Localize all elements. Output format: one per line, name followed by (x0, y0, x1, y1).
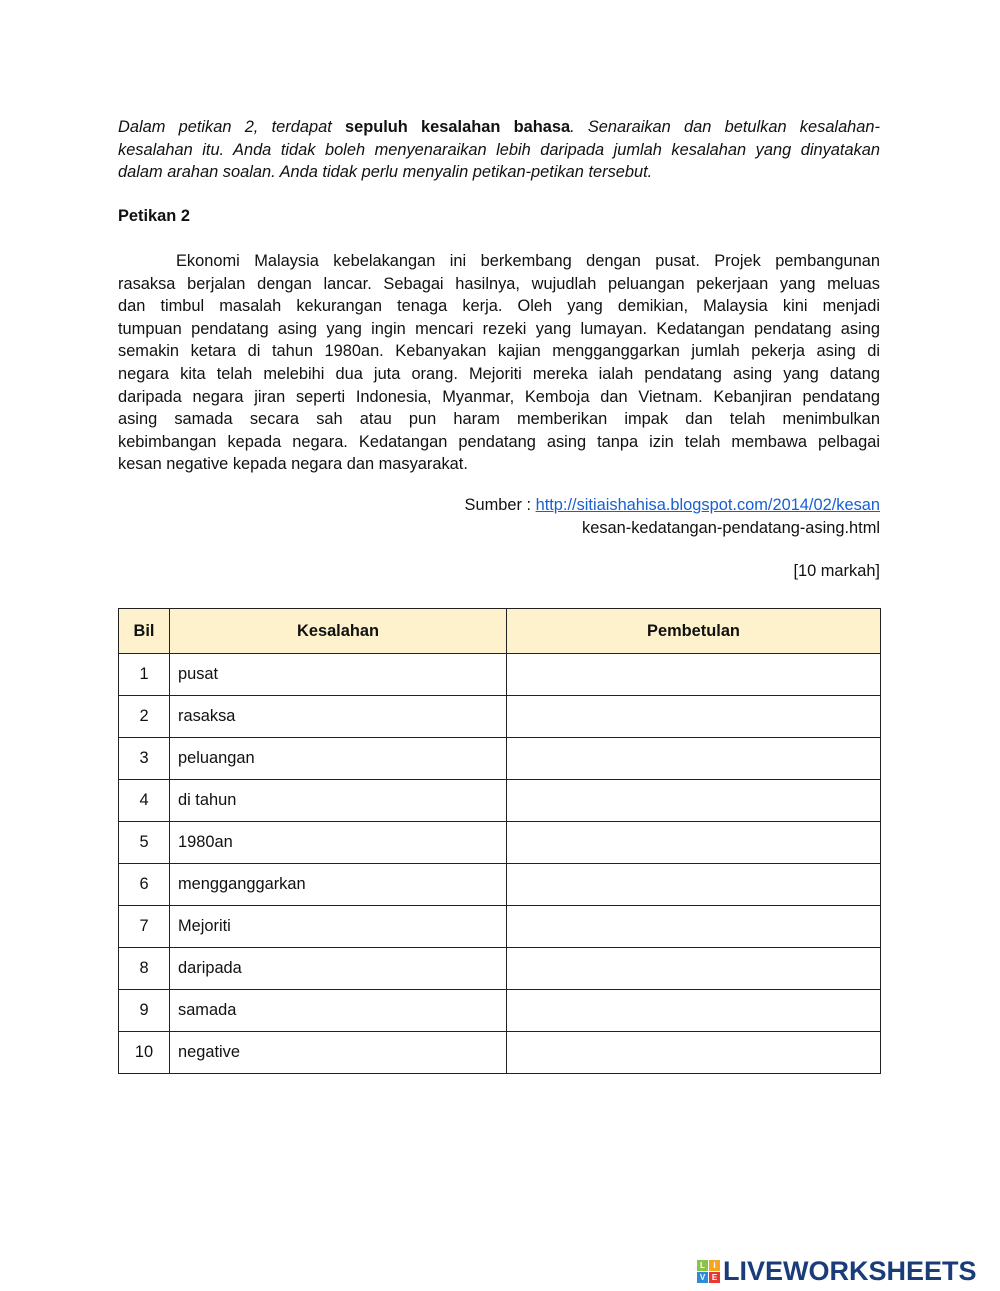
source: Sumber : http://sitiaishahisa.blogspot.com/2014/02/kesan kesan-kedatangan-pendatang-asing.html (464, 496, 880, 537)
header-bil: Bil (119, 609, 170, 654)
passage-line: semakin ketara di tahun 1980an. Kebanyakan kajian mengganggarkan jumlah pekerja asing di (118, 342, 880, 361)
table-row (119, 990, 881, 1032)
table-row (119, 822, 881, 864)
header-kesalahan: Kesalahan (170, 609, 507, 654)
correction-cell[interactable] (507, 738, 881, 780)
passage-line: negara kita telah melebihi dua juta orang. Mejoriti mereka ialah pendatang asing yang datang (118, 364, 880, 383)
table-row (119, 696, 881, 738)
correction-cell[interactable] (507, 822, 881, 864)
marks: [10 markah] (793, 562, 880, 580)
answer-table (118, 608, 881, 1074)
table-row (119, 654, 881, 696)
correction-cell[interactable] (507, 654, 881, 696)
passage-line: kebimbangan kepada negara. Kedatangan pendatang asing tanpa izin telah membawa pelbagai (118, 432, 880, 451)
logo-letter: L (697, 1260, 708, 1271)
row-number: 5 (119, 822, 170, 864)
error-cell: daripada (170, 948, 507, 990)
row-number: 1 (119, 654, 170, 696)
passage-line: Ekonomi Malaysia kebelakangan ini berkembang dengan pusat. Projek pembangunan (176, 252, 880, 270)
source-link[interactable]: http://sitiaishahisa.blogspot.com/2014/02/kesan (535, 496, 880, 514)
error-cell: samada (170, 990, 507, 1032)
correction-cell[interactable] (507, 864, 881, 906)
passage-line: dan timbul masalah kekurangan tenaga kerja. Oleh yang demikian, Malaysia kini menjadi (118, 297, 880, 316)
correction-cell[interactable] (507, 906, 881, 948)
correction-cell[interactable] (507, 780, 881, 822)
error-cell: mengganggarkan (170, 864, 507, 906)
logo-cube-icon (697, 1260, 720, 1283)
correction-cell[interactable] (507, 696, 881, 738)
error-cell: Mejoriti (170, 906, 507, 948)
error-cell: di tahun (170, 780, 507, 822)
error-cell: rasaksa (170, 696, 507, 738)
correction-cell[interactable] (507, 1032, 881, 1074)
passage-line: kesan negative kepada negara dan masyarakat. (118, 455, 468, 474)
row-number: 7 (119, 906, 170, 948)
table-row (119, 780, 881, 822)
passage (118, 250, 880, 476)
table-row (119, 1032, 881, 1074)
table-row (119, 906, 881, 948)
passage-line: tumpuan pendatang asing yang ingin mencari rezeki yang lumayan. Kedatangan pendatang asing (118, 319, 880, 338)
table-row (119, 738, 881, 780)
instructions: Dalam petikan 2, terdapat sepuluh kesalahan bahasa. Senaraikan dan betulkan kesalahan- kesalahan itu. Anda tidak boleh menyenaraikan lebih daripada jumlah kesalahan yang dinyatakan dalam arahan soalan. Anda tidak perlu menyalin petikan-petikan tersebut. (118, 118, 880, 182)
row-number: 10 (119, 1032, 170, 1074)
row-number: 9 (119, 990, 170, 1032)
row-number: 2 (119, 696, 170, 738)
correction-cell[interactable] (507, 948, 881, 990)
logo-letter: E (709, 1272, 720, 1283)
passage-line: rasaksa berjalan dengan lancar. Sebagai hasilnya, wujudlah peluangan pekerjaan yang meluas (118, 274, 880, 293)
table-row (119, 864, 881, 906)
correction-cell[interactable] (507, 990, 881, 1032)
row-number: 3 (119, 738, 170, 780)
error-cell: peluangan (170, 738, 507, 780)
liveworksheets-logo: L I V E LIVEWORKSHEETS (697, 1256, 977, 1287)
row-number: 8 (119, 948, 170, 990)
header-pembetulan: Pembetulan (507, 609, 881, 654)
logo-letter: V (697, 1272, 708, 1283)
logo-letter: I (709, 1260, 720, 1271)
passage-line: daripada negara jiran seperti Indonesia, Myanmar, Kemboja dan Vietnam. Kebanjiran pendatang (118, 387, 880, 406)
row-number: 4 (119, 780, 170, 822)
error-cell: negative (170, 1032, 507, 1074)
table-row (119, 948, 881, 990)
error-cell: pusat (170, 654, 507, 696)
passage-title: Petikan 2 (118, 207, 190, 225)
passage-line: asing samada secara sah atau pun haram memberikan impak dan telah menimbulkan (118, 410, 880, 429)
error-cell: 1980an (170, 822, 507, 864)
emphasis: sepuluh kesalahan bahasa (344, 118, 571, 136)
row-number: 6 (119, 864, 170, 906)
